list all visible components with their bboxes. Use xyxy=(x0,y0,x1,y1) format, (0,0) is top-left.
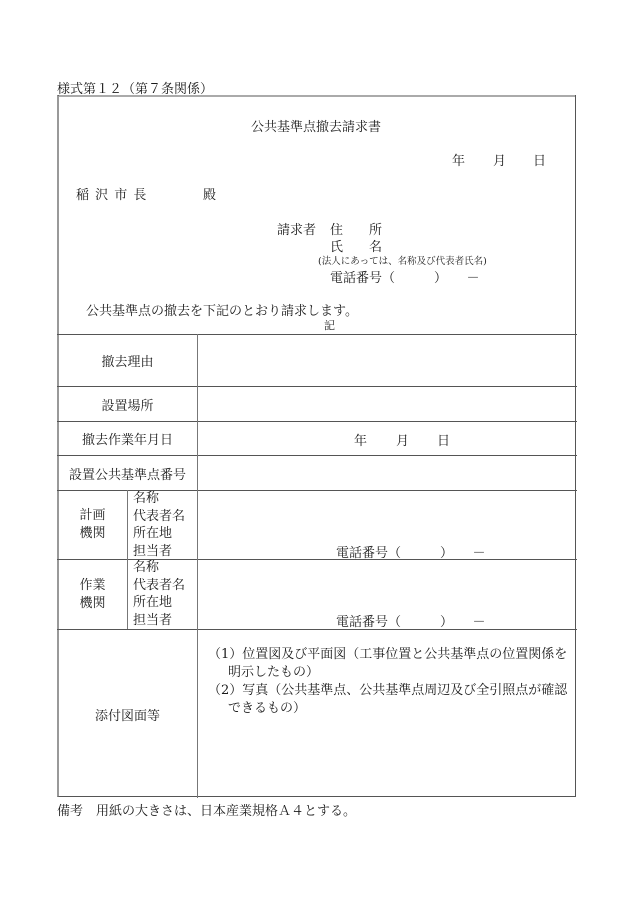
work-organization-phone[interactable]: 電話番号（ ） － xyxy=(336,615,486,630)
work-organization-input[interactable] xyxy=(198,560,576,610)
row-label-removal-date: 撤去作業年月日 xyxy=(81,433,173,448)
removal-date-month: 月 xyxy=(396,434,410,449)
planning-organization-phone[interactable]: 電話番号（ ） － xyxy=(336,546,486,561)
planning-organization-input[interactable] xyxy=(198,491,576,541)
request-statement: 公共基準点の撤去を下記のとおり請求します。 xyxy=(86,304,358,319)
field-label-representative: 代表者名 xyxy=(133,577,186,593)
row-label-benchmark-number: 設置公共基準点番号 xyxy=(68,467,186,483)
date-day-label: 日 xyxy=(533,154,547,169)
row-label-removal-reason: 撤去理由 xyxy=(101,355,154,370)
date-month-label: 月 xyxy=(493,154,507,169)
org-label-line: 計画 xyxy=(79,508,106,523)
field-label-address: 所在地 xyxy=(133,526,173,541)
installation-location-field[interactable] xyxy=(198,387,576,421)
work-organization-label xyxy=(58,560,127,629)
requester-label: 請求者 xyxy=(277,223,317,238)
requester-name-field[interactable]: 氏 名 xyxy=(330,240,383,255)
attachment-item-text: （1）位置図及び平面図（工事位置と公共基準点の位置関係を xyxy=(208,647,568,662)
work-organization-fields xyxy=(133,559,185,629)
footnote: 備考 用紙の大きさは、日本産業規格Ａ４とする。 xyxy=(57,804,357,819)
org-label-line: 作業 xyxy=(79,577,106,593)
org-label-line: 機関 xyxy=(79,595,106,611)
subcolumn-divider xyxy=(127,490,128,629)
removal-date-year: 年 xyxy=(354,434,368,449)
attachment-item xyxy=(208,682,578,718)
honorific: 殿 xyxy=(203,188,217,203)
date-year-label: 年 xyxy=(452,154,466,169)
attachments-label: 添付図面等 xyxy=(94,708,160,724)
form-number-label: 様式第１２（第７条関係） xyxy=(57,82,214,97)
field-label-contact-person: 担当者 xyxy=(133,543,173,559)
attachment-item-text: （2）写真（公共基準点、公共基準点周辺及び全引照点が確認 xyxy=(208,683,568,698)
org-label-line: 機関 xyxy=(79,526,106,541)
attachment-item-continuation: 明示したもの） xyxy=(228,665,320,680)
requester-phone-field[interactable]: 電話番号（ ） － xyxy=(330,271,480,286)
field-label-address: 所在地 xyxy=(133,595,173,610)
attachment-item xyxy=(208,646,578,682)
removal-reason-field[interactable] xyxy=(198,335,576,386)
benchmark-number-field[interactable] xyxy=(198,456,576,490)
field-label-representative: 代表者名 xyxy=(133,508,186,524)
planning-organization-fields xyxy=(133,490,185,560)
attachments-list xyxy=(208,646,578,718)
document-title: 公共基準点撤去請求書 xyxy=(251,120,382,135)
attachment-item-continuation: できるもの） xyxy=(228,701,307,716)
field-label-name: 名称 xyxy=(133,491,160,506)
planning-organization-label xyxy=(58,491,127,559)
ki-label: 記 xyxy=(324,319,335,332)
corporate-note: (法人にあっては、名称及び代表者氏名) xyxy=(318,256,487,267)
row-label-installation-location: 設置場所 xyxy=(101,398,154,414)
removal-date-day: 日 xyxy=(437,434,451,449)
addressee: 稲 沢 市 長 xyxy=(76,188,148,203)
requester-address-field[interactable]: 住 所 xyxy=(330,223,383,238)
field-label-name: 名称 xyxy=(133,560,160,575)
field-label-contact-person: 担当者 xyxy=(133,612,173,628)
